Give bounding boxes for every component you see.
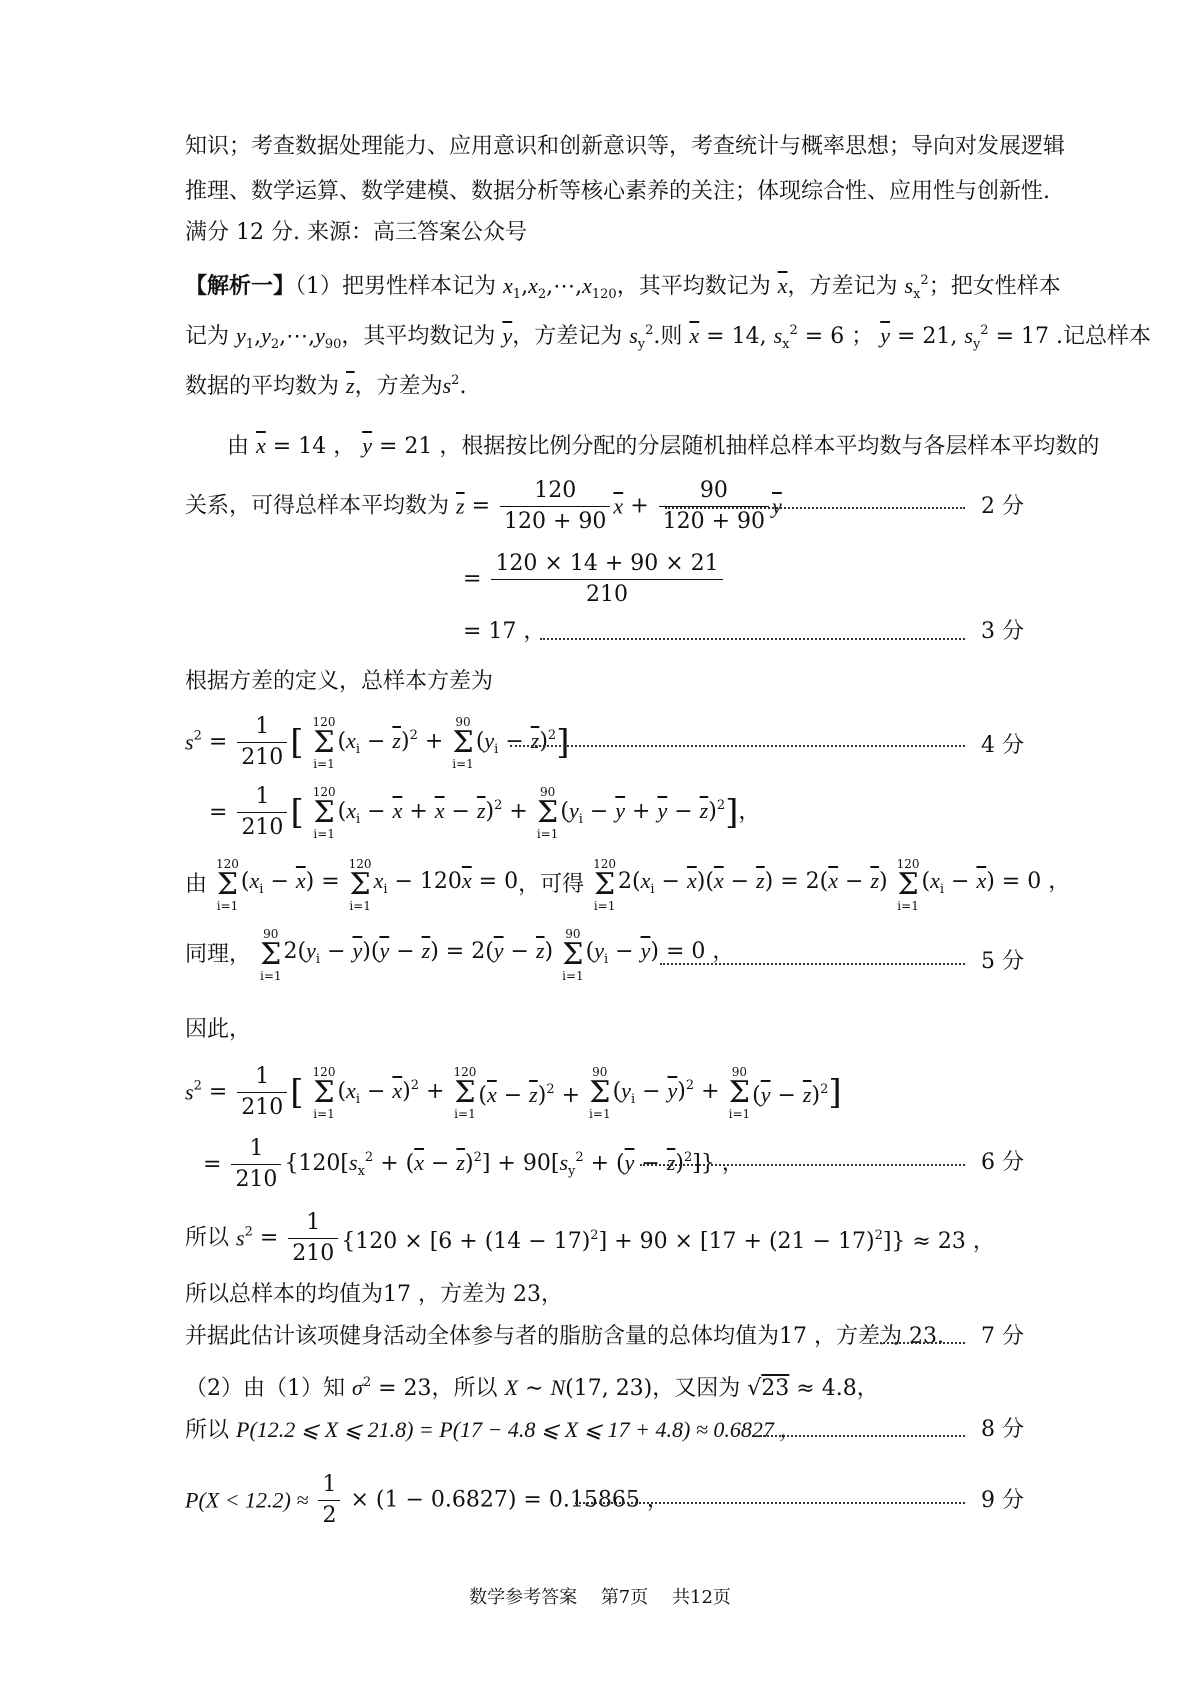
dot-leader [510, 745, 965, 747]
score-5: 5 分 [981, 949, 1024, 974]
intro-line-2: 推理、数学运算、数学建模、数据分析等核心素养的关注；体现综合性、应用性与创新性. [185, 179, 1050, 204]
variance-formula-2: = $\frac{1}{210}$ [ 120 Σ i=1 $(x_i - \overline{x} + \overline{x} - \overline{z})^2$ + 90 Σ i=1 $(y_i - \overline{y} + \overline{y} - \overline{z})^2$]， [209, 784, 761, 841]
analysis-line-3: 数据的平均数为 $\overline{z}$，方差为$s^2$. [185, 373, 467, 399]
variance-formula-4: = $\frac{1}{210}$ $\{120[s_x^2 + (\overline{x} - \overline{z})^2] + 90[s_y^2 + (\overline{y} - \overline{z})^2]\}$ ， [203, 1136, 744, 1192]
dot-leader [640, 1164, 965, 1166]
page-footer [0, 1583, 1200, 1609]
therefore-line: 因此， [185, 1017, 252, 1042]
intro-line-3: 满分 12 分. 来源：高三答案公众号 [185, 220, 527, 245]
score-3: 3 分 [981, 619, 1024, 644]
variance-numeric-line: 所以 $s^2$ = $\frac{1}{210}$ $\{120 \times [6 + (14 - 17)^2] + 90 \times [17 + (21 - 17)^2]\} \approx 23$ ， [185, 1210, 995, 1266]
cross-term-line: 由 120 Σ i=1 $(x_i - \overline{x})$ = 120 Σ i=1 $x_i - 120\overline{x} = 0$，可得 120 Σ i=1 $2(x_i - \overline{x})(\overline{x} - \overline{z}) = 2(\overline{x} - \overline{z})$ 120 Σ i=1 $(x_i - \overline{x}) = 0$ ， [185, 857, 1071, 913]
dot-leader [760, 1435, 965, 1437]
score-2: 2 分 [981, 494, 1024, 519]
analysis-line-2: 记为 $y_1,y_2,\cdots,y_{90}$，其平均数记为 $\overline{y}$，方差记为 $s_y^2$.则 $\overline{x} = 14$, $s_x^2 = 6$ ； $\overline{y} = 21$, $s_y^2 = 17$ .记总样本 [185, 323, 1151, 352]
intro-line-1: 知识；考查数据处理能力、应用意识和创新意识等，考查统计与概率思想；导向对发展逻辑 [185, 134, 1066, 159]
score-7: 7 分 [981, 1324, 1024, 1349]
mean-variance-line: 所以总样本的均值为17 ，方差为 23， [185, 1282, 563, 1307]
footer-total-pages: 共12页 [672, 1587, 731, 1608]
mean-result-line: = 17 ， [463, 619, 546, 644]
cross-term-y-line: 同理， 90 Σ i=1 $2(y_i - \overline{y})(\overline{y} - \overline{z}) = 2(\overline{y} - \overline{z})$ 90 Σ i=1 $(y_i - \overline{y}) = 0$ ， [185, 927, 735, 983]
score-6: 6 分 [981, 1150, 1024, 1175]
mean-step-line: = $\frac{120 \times 14 + 90 \times 21}{210}$ [463, 549, 1024, 610]
mean-formula-line: 关系，可得总样本平均数为 $\overline{z}$ = $\frac{120}{120 + 90}$ $\overline{x}$ + $\frac{90}{120 + 90}$ $\overline{y}$ [185, 478, 782, 534]
variance-formula-1: $s^2$ = $\frac{1}{210}$ [ 120 Σ i=1 $(x_i - \overline{z})^2$ + 90 Σ i=1 $(y_i - \overline{z})^2$] [185, 714, 570, 771]
probability-line-2: P(X < 12.2) ≈ $\frac{1}{2}$ × (1 − 0.6827) = 0.15865 ， [185, 1472, 669, 1528]
score-4: 4 分 [981, 733, 1024, 758]
dot-leader [880, 1342, 965, 1344]
dot-leader [665, 507, 965, 509]
variance-formula-3: $s^2$ = $\frac{1}{210}$ [ 120 Σ i=1 $(x_i - \overline{x})^2$ + 120 Σ i=1 $(\overline{x} - \overline{z})^2$ + 90 Σ i=1 $(y_i - \overline{y})^2$ + 90 Σ i=1 $(\overline{y} - \overline{z})^2$] [185, 1064, 842, 1121]
score-8: 8 分 [981, 1417, 1024, 1442]
dot-leader [660, 963, 965, 965]
footer-page-number: 第7页 [600, 1587, 649, 1608]
score-9: 9 分 [981, 1488, 1024, 1513]
analysis-heading: 【解析一】 [185, 273, 296, 299]
probability-line-1: 所以 P(12.2 ⩽ X ⩽ 21.8) = P(17 − 4.8 ⩽ X ⩽ 17 + 4.8) ≈ 0.6827 ， [185, 1417, 802, 1443]
footer-subject: 数学参考答案 [469, 1587, 578, 1608]
analysis-line-1: 【解析一】（1）把男性样本记为 $x_1,x_2,\cdots,x_{120}$，其平均数记为 $\overline{x}$，方差记为 $s_x^2$；把女性样本 [185, 273, 1061, 302]
dot-leader [540, 638, 965, 640]
analysis-line-4: 由 $\overline{x} = 14$ ， $\overline{y} = 21$ ，根据按比例分配的分层随机抽样总样本平均数与各层样本平均数的 [227, 433, 1100, 459]
dot-leader [575, 1502, 965, 1504]
part2-line: （2）由（1）知 $\sigma^2 = 23$，所以 X ∼ N(17, 23)，又因为 √23 ≈ 4.8， [185, 1375, 879, 1401]
variance-definition: 根据方差的定义，总样本方差为 [185, 669, 494, 694]
estimate-line: 并据此估计该项健身活动全体参与者的脂肪含量的总体均值为17 ，方差为 23. [185, 1324, 944, 1349]
